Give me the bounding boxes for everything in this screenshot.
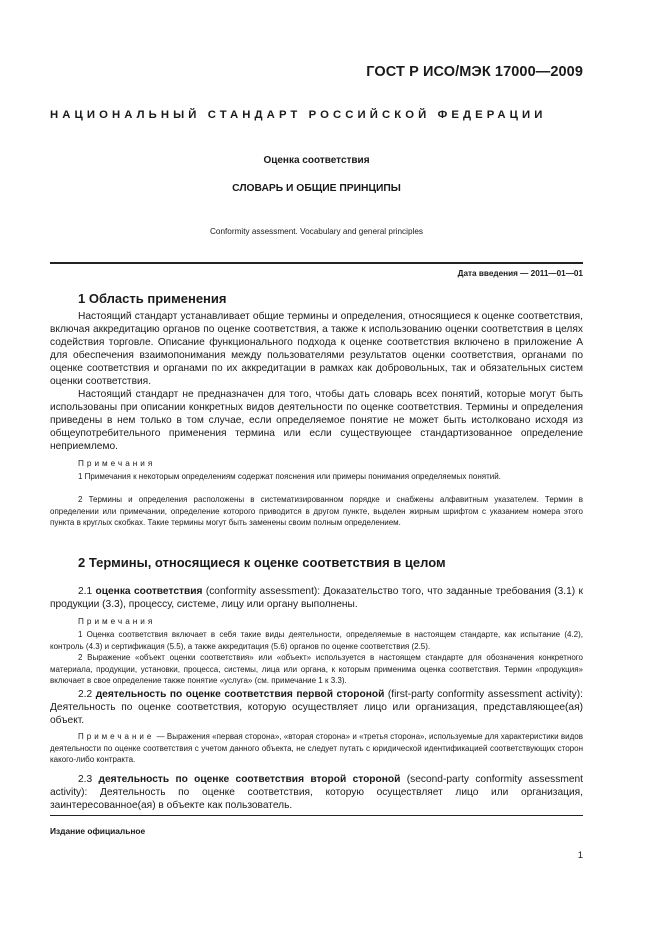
- title-divider: [50, 262, 583, 264]
- term-2-3-number: 2.3: [78, 774, 93, 785]
- term-2-2-note-text: — Выражения «первая сторона», «вторая сторона» и «третья сторона», используемые для характеристики видов деятельности по оценке соответствия с учетом данного объекта, не следует путать с юридической идентификацией соответствующих сторон какого-либо контракта.: [50, 732, 583, 765]
- notes-label: Примечания: [78, 459, 156, 468]
- note-1-text: 1 Примечания к некоторым определениям содержат пояснения или примеры понимания определяемых понятий.: [78, 472, 501, 481]
- introduction-date: Дата введения — 2011—01—01: [457, 269, 583, 278]
- term-2-2-note-label: Примечание: [78, 732, 155, 741]
- term-2-1-note-1: [50, 629, 583, 652]
- term-2-1-term: оценка соответствия: [95, 586, 203, 597]
- term-2-3-definition: (second-party conformity assessment activity): Деятельность по оценке соответствия, которую осуществляет лицо или организация, заинтересованное(ая) в объекте как пользователь.: [50, 774, 583, 811]
- term-2-2-term: деятельность по оценке соответствия первой стороной: [95, 689, 385, 700]
- page-number: 1: [577, 850, 583, 861]
- section-1-paragraph-2-text: Настоящий стандарт не предназначен для того, чтобы дать словарь всех понятий, которые могут быть использованы при описании конкретных видов деятельности по оценке соответствия. Термины и определения приведены в нем только в том случае, если определяемое понятие не может быть истолковано исходя из общеупотребительного применения термина или если существующее стандартизованное определение неприемлемо.: [50, 389, 583, 452]
- term-2-1-note-2-text: 2 Выражение «объект оценки соответствия» или «объект» используется в настоящем стандарте для обозначения конкретного материала, продукции, установки, процесса, системы, лица или органа, к которым применима оценка соответствия. Термин «продукция» включает в свое определение также понятие «услуга» (см. примечание 1 к 3.3).: [50, 653, 583, 686]
- term-2-3: [50, 773, 583, 812]
- section-1-heading: 1 Область применения: [78, 291, 227, 306]
- term-2-2: [50, 688, 583, 727]
- document-subtitle: СЛОВАРЬ И ОБЩИЕ ПРИНЦИПЫ: [232, 183, 401, 194]
- note-1: [50, 471, 583, 483]
- national-standard-banner: НАЦИОНАЛЬНЫЙ СТАНДАРТ РОССИЙСКОЙ ФЕДЕРАЦИИ: [50, 109, 547, 121]
- section-1-paragraph-1: [50, 310, 583, 388]
- term-2-1: [50, 585, 583, 611]
- document-title: Оценка соответствия: [263, 155, 370, 166]
- term-2-2-definition: (first-party conformity assessment activity): Деятельность по оценке соответствия, которую осуществляет лицо или организация, представляющее(ая) объект.: [50, 689, 583, 726]
- section-1-paragraph-1-text: Настоящий стандарт устанавливает общие термины и определения, относящиеся к оценке соответствия, включая аккредитацию органов по оценке соответствия, а также к использованию оценки соответствия в целях содействия торговле. Описание функционального подхода к оценке соответствия включено в приложение А для обеспечения взаимопонимания между пользователями результатов оценки соответствия, органами по оценке соответствия и органами по их аккредитации в рамках как добровольных, так и обязательных систем оценки соответствия.: [50, 311, 583, 387]
- term-2-2-number: 2.2: [78, 689, 93, 700]
- term-2-3-term: деятельность по оценке соответствия второй стороной: [98, 774, 401, 785]
- note-2: [50, 494, 583, 529]
- term-2-1-definition: (conformity assessment): Доказательство того, что заданные требования (3.1) к продукции (3.3), процессу, системе, лицу или органу выполнены.: [50, 586, 583, 610]
- english-title: Conformity assessment. Vocabulary and general principles: [210, 227, 423, 236]
- edition-label: Издание официальное: [50, 826, 146, 836]
- term-2-1-number: 2.1: [78, 586, 93, 597]
- standard-code: ГОСТ Р ИСО/МЭК 17000—2009: [366, 64, 583, 80]
- term-2-1-note-1-text: 1 Оценка соответствия включает в себя такие виды деятельности, определяемые в настоящем стандарте, как испытание (4.2), контроль (4.3) и сертификация (5.5), а также аккредитация (5.6) органов по оценке соответствия (2.5).: [50, 630, 583, 651]
- footer-divider: [50, 815, 583, 816]
- term-2-2-note: [50, 731, 583, 766]
- section-2-heading: 2 Термины, относящиеся к оценке соответствия в целом: [78, 555, 446, 570]
- section-1-paragraph-2: [50, 388, 583, 453]
- term-2-1-notes-label: Примечания: [78, 617, 156, 626]
- term-2-1-note-2: [50, 652, 583, 687]
- note-2-text: 2 Термины и определения расположены в систематизированном порядке и снабжены алфавитным указателем. Термин в определении или примечании, определение которого приводится в другом пункте, выделен жирным шрифтом с указанием номера этого пункта в круглых скобках. Такие термины могут быть заменены своим полным определением.: [50, 495, 583, 528]
